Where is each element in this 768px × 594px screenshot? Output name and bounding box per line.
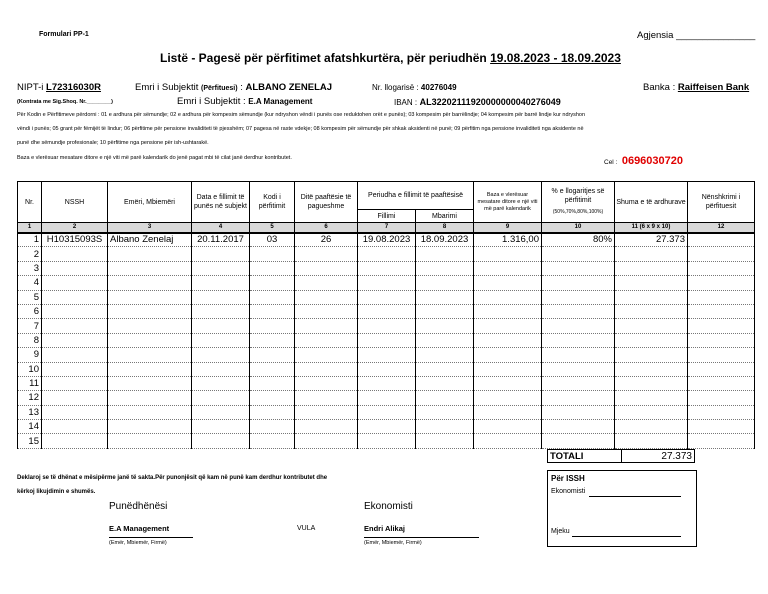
cell-pct xyxy=(542,290,615,304)
beneficiary-field: Emri i Subjektit (Përfituesi) : ALBANO ZENELAJ xyxy=(135,82,333,93)
cell-name xyxy=(108,304,192,318)
header-amount: Shuma e të ardhurave xyxy=(615,182,688,223)
column-number: 10 xyxy=(542,223,615,233)
cell-amount xyxy=(615,420,688,434)
cell-pct: 80% xyxy=(542,233,615,247)
cell-start-date xyxy=(192,420,250,434)
cell-nr: 14 xyxy=(18,420,42,434)
cell-amount xyxy=(615,304,688,318)
cell-from xyxy=(358,348,416,362)
header-name: Emëri, Mbiemëri xyxy=(108,182,192,223)
cell-name xyxy=(108,247,192,261)
column-number: 12 xyxy=(688,223,755,233)
cell-pct xyxy=(542,276,615,290)
employer-caption: (Emër, Mbiemër, Firmë) xyxy=(109,540,167,546)
cell-start-date: 20.11.2017 xyxy=(192,233,250,247)
cell-from xyxy=(358,362,416,376)
table-row xyxy=(18,434,755,448)
cell-base xyxy=(474,319,542,333)
cell-to xyxy=(416,276,474,290)
column-number: 2 xyxy=(42,223,108,233)
contract-label: (Kontrata me Sig.Shoq. Nr. xyxy=(17,99,87,105)
cell-to xyxy=(416,362,474,376)
table-row xyxy=(18,391,755,405)
cell-base xyxy=(474,348,542,362)
table-row xyxy=(18,261,755,275)
cell-base xyxy=(474,247,542,261)
table-row xyxy=(18,233,755,247)
cell-days xyxy=(295,319,358,333)
cell-days xyxy=(295,434,358,448)
cell-signature xyxy=(688,405,755,419)
cell-days xyxy=(295,405,358,419)
cell-start-date xyxy=(192,319,250,333)
cell-to xyxy=(416,333,474,347)
iban-field xyxy=(394,97,561,107)
cell-start-date xyxy=(192,405,250,419)
header-signature: Nënshkrimi i përfituesit xyxy=(688,182,755,223)
iban-label: IBAN : xyxy=(394,98,418,107)
cell-nssh xyxy=(42,376,108,390)
cell-to xyxy=(416,247,474,261)
cell-amount xyxy=(615,290,688,304)
beneficiary-label: Emri i Subjektit xyxy=(135,82,199,93)
header-pct-note: (50%,70%,80%,100%) xyxy=(552,209,604,215)
cell-amount xyxy=(615,247,688,261)
issh-economist: Ekonomisti xyxy=(551,488,586,495)
cell-nr: 6 xyxy=(18,304,42,318)
cell-from xyxy=(358,333,416,347)
account-value: 40276049 xyxy=(420,83,457,92)
agency-label: Agjensia xyxy=(637,30,674,41)
cell-to: 18.09.2023 xyxy=(416,233,474,247)
cell-signature xyxy=(688,362,755,376)
contract-field xyxy=(17,99,113,105)
header-start-date: Data e fillimit të punës në subjekt xyxy=(192,182,250,223)
cell-to xyxy=(416,434,474,448)
cell-pct xyxy=(542,304,615,318)
nipt-label: NIPT-i xyxy=(17,82,44,93)
cell-amount xyxy=(615,319,688,333)
employer-name: E.A Management xyxy=(109,524,170,533)
cell-nssh xyxy=(42,261,108,275)
cell-pct xyxy=(542,376,615,390)
cell-start-date xyxy=(192,247,250,261)
cell-nr: 1 xyxy=(18,233,42,247)
table-row xyxy=(18,420,755,434)
column-number-row xyxy=(18,223,755,233)
cell-signature xyxy=(688,376,755,390)
column-number: 8 xyxy=(416,223,474,233)
cell-amount xyxy=(615,405,688,419)
cell-pct xyxy=(542,348,615,362)
cell-start-date xyxy=(192,362,250,376)
table-row xyxy=(18,405,755,419)
cell-start-date xyxy=(192,276,250,290)
cell-to xyxy=(416,290,474,304)
codes-note-line-1: Për Kodin e Përfitimeve përdorni : 01 e ardhura për sëmundje; 02 e ardhura për kompesim sëmundje (kur ndryshon vëndi i punës ose reduktohen orët e punës); 03 kompesim për barrëlindje; 04 kompesim për barrë lindje kur ndryshon xyxy=(17,112,586,118)
base-note: Baza e vlerësuar mesatare ditore e një viti më parë kalendarik do jenë pagat mbi të cilat janë derdhur kontributet. xyxy=(17,155,292,161)
cell-from xyxy=(358,276,416,290)
cell-code xyxy=(250,376,295,390)
cell-pct xyxy=(542,247,615,261)
cell-days xyxy=(295,391,358,405)
cell-nr: 7 xyxy=(18,319,42,333)
cell-nr: 15 xyxy=(18,434,42,448)
header-days: Ditë paaftësie të pagueshme xyxy=(295,182,358,223)
cell-pct xyxy=(542,362,615,376)
cell-base xyxy=(474,434,542,448)
header-nr: Nr. xyxy=(18,182,42,223)
cell-start-date xyxy=(192,376,250,390)
cell-signature xyxy=(688,247,755,261)
cell-signature xyxy=(688,420,755,434)
table-row xyxy=(18,276,755,290)
total-label: TOTALI xyxy=(550,451,584,462)
cell-base xyxy=(474,391,542,405)
cell-code xyxy=(250,333,295,347)
cell-name xyxy=(108,276,192,290)
cell-signature xyxy=(688,333,755,347)
cell-nssh xyxy=(42,434,108,448)
cell-nssh xyxy=(42,319,108,333)
header-to: Mbarimi xyxy=(416,210,474,223)
issh-title: Për ISSH xyxy=(551,474,585,483)
cell-pct xyxy=(542,319,615,333)
cell-code xyxy=(250,319,295,333)
cell-days xyxy=(295,261,358,275)
contract-blank: ________) xyxy=(86,99,113,105)
agency-field xyxy=(637,30,755,41)
cell-nr: 13 xyxy=(18,405,42,419)
cell-code xyxy=(250,348,295,362)
declaration-line-1: Deklaroj se të dhënat e mësipërme janë të sakta.Për punonjësit që kam në punë kam derdhur kontributet dhe xyxy=(17,475,328,481)
cell-base xyxy=(474,420,542,434)
cell-code: 03 xyxy=(250,233,295,247)
nipt-field xyxy=(17,82,101,93)
cell-amount xyxy=(615,276,688,290)
codes-note-line-2: vëndi i punës; 05 grant për fëmijët të lindur; 06 përfitime për pensione invaliditeti të pjesshëm; 07 pagesa në raste vdekje; 08 kompesim për sëmundje për shkak aksidenti në punë; 09 përfitim nga pensione invaliditeti nga aksidente në xyxy=(17,126,584,132)
page-title xyxy=(160,51,621,65)
header-period: Periudha e fillimit të paaftësisë xyxy=(358,182,474,210)
cell-days xyxy=(295,276,358,290)
table-row xyxy=(18,348,755,362)
cell-amount xyxy=(615,362,688,376)
column-number: 1 xyxy=(18,223,42,233)
cell-nr: 4 xyxy=(18,276,42,290)
cell-amount xyxy=(615,391,688,405)
cell-amount xyxy=(615,261,688,275)
cell-start-date xyxy=(192,261,250,275)
account-label: Nr. llogarisë : xyxy=(372,83,419,92)
cel-label: Cel : xyxy=(604,159,618,166)
cell-from xyxy=(358,261,416,275)
cell-base xyxy=(474,362,542,376)
table-row xyxy=(18,247,755,261)
cell-pct xyxy=(542,391,615,405)
header-pct xyxy=(542,182,615,223)
cell-base xyxy=(474,261,542,275)
cell-nssh xyxy=(42,405,108,419)
subject-field xyxy=(177,96,312,107)
header-code: Kodi i përfitimit xyxy=(250,182,295,223)
cell-amount xyxy=(615,333,688,347)
cell-nssh xyxy=(42,420,108,434)
table-row xyxy=(18,319,755,333)
column-number: 5 xyxy=(250,223,295,233)
cell-code xyxy=(250,420,295,434)
stamp-label: VULA xyxy=(297,525,316,532)
cell-name xyxy=(108,362,192,376)
cell-signature xyxy=(688,261,755,275)
cell-start-date xyxy=(192,304,250,318)
beneficiary-name: ALBANO ZENELAJ xyxy=(245,82,333,93)
cell-from xyxy=(358,420,416,434)
cell-base xyxy=(474,304,542,318)
cell-to xyxy=(416,304,474,318)
cell-code xyxy=(250,276,295,290)
cell-nr: 3 xyxy=(18,261,42,275)
cell-days xyxy=(295,420,358,434)
cell-from xyxy=(358,405,416,419)
agency-blank: _______________ xyxy=(676,30,756,41)
cell-days xyxy=(295,362,358,376)
iban-value: AL32202111920000000040276049 xyxy=(419,97,561,107)
cell-code xyxy=(250,434,295,448)
economist-label: Ekonomisti xyxy=(364,501,413,512)
cell-from xyxy=(358,290,416,304)
cell-start-date xyxy=(192,434,250,448)
form-label: Formulari PP-1 xyxy=(39,31,89,38)
cell-to xyxy=(416,319,474,333)
cell-days xyxy=(295,304,358,318)
table-row xyxy=(18,290,755,304)
cell-amount xyxy=(615,348,688,362)
cell-from xyxy=(358,304,416,318)
issh-doctor: Mjeku xyxy=(551,528,570,535)
cell-name xyxy=(108,261,192,275)
column-number: 9 xyxy=(474,223,542,233)
cell-nssh xyxy=(42,304,108,318)
table-row xyxy=(18,362,755,376)
cell-days xyxy=(295,290,358,304)
cell-to xyxy=(416,391,474,405)
issh-box xyxy=(547,470,697,547)
cell-name: Albano Zenelaj xyxy=(108,233,192,247)
cell-name xyxy=(108,391,192,405)
declaration-line-2: kërkoj likujdimin e shumës. xyxy=(17,489,96,495)
cell-code xyxy=(250,304,295,318)
cell-signature xyxy=(688,290,755,304)
cell-from xyxy=(358,247,416,261)
column-number: 6 xyxy=(295,223,358,233)
header-base: Baza e vlerësuar mesatare ditore e një viti më parë kalendarik xyxy=(474,182,542,223)
cell-days xyxy=(295,333,358,347)
cell-signature xyxy=(688,304,755,318)
total-value: 27.373 xyxy=(661,451,692,462)
cell-to xyxy=(416,261,474,275)
cell-from: 19.08.2023 xyxy=(358,233,416,247)
cell-pct xyxy=(542,261,615,275)
cell-name xyxy=(108,290,192,304)
cell-to xyxy=(416,405,474,419)
cell-nssh xyxy=(42,333,108,347)
cell-to xyxy=(416,348,474,362)
cell-to xyxy=(416,376,474,390)
cell-base xyxy=(474,376,542,390)
cell-code xyxy=(250,290,295,304)
cell-from xyxy=(358,376,416,390)
cell-name xyxy=(108,333,192,347)
column-number: 3 xyxy=(108,223,192,233)
cell-name xyxy=(108,376,192,390)
cell-days xyxy=(295,376,358,390)
column-number: 11 (6 x 9 x 10) xyxy=(615,223,688,233)
cell-start-date xyxy=(192,333,250,347)
cell-base xyxy=(474,276,542,290)
beneficiary-note: (Përfituesi) xyxy=(201,85,238,92)
cell-code xyxy=(250,391,295,405)
cell-base: 1.316,00 xyxy=(474,233,542,247)
cell-nssh xyxy=(42,348,108,362)
beneficiary-table xyxy=(17,181,755,449)
table-row xyxy=(18,376,755,390)
cell-to xyxy=(416,420,474,434)
cel-field xyxy=(604,151,683,169)
cell-amount xyxy=(615,434,688,448)
nipt-value: L72316030R xyxy=(46,82,101,93)
cell-nr: 2 xyxy=(18,247,42,261)
title-prefix: Listë - Pagesë për përfitimet afatshkurtëra, për periudhën xyxy=(160,51,487,65)
cell-name xyxy=(108,319,192,333)
cell-signature xyxy=(688,319,755,333)
cell-nr: 9 xyxy=(18,348,42,362)
cell-amount: 27.373 xyxy=(615,233,688,247)
cell-nssh xyxy=(42,362,108,376)
cel-value: 0696030720 xyxy=(621,155,684,167)
cell-from xyxy=(358,319,416,333)
cell-name xyxy=(108,405,192,419)
cell-name xyxy=(108,420,192,434)
table-row xyxy=(18,304,755,318)
cell-base xyxy=(474,290,542,304)
cell-pct xyxy=(542,405,615,419)
cell-signature xyxy=(688,391,755,405)
title-period: 19.08.2023 - 18.09.2023 xyxy=(490,51,621,65)
bank-field xyxy=(643,82,749,93)
cell-signature xyxy=(688,233,755,247)
column-number: 4 xyxy=(192,223,250,233)
subject-label: Emri i Subjektit : xyxy=(177,96,246,107)
economist-name: Endri Alikaj xyxy=(364,524,405,533)
cell-days: 26 xyxy=(295,233,358,247)
subject-value: E.A Management xyxy=(248,97,313,106)
cell-code xyxy=(250,362,295,376)
header-pct-label: % e llogaritjes së përfitimit xyxy=(551,188,605,204)
cell-code xyxy=(250,247,295,261)
table-row xyxy=(18,333,755,347)
cell-days xyxy=(295,348,358,362)
cell-base xyxy=(474,333,542,347)
cell-pct xyxy=(542,434,615,448)
account-field xyxy=(372,83,457,92)
cell-nssh xyxy=(42,391,108,405)
cell-nr: 8 xyxy=(18,333,42,347)
cell-start-date xyxy=(192,348,250,362)
cell-nssh: H10315093S xyxy=(42,233,108,247)
employer-label: Punëdhënësi xyxy=(109,501,168,512)
cell-signature xyxy=(688,434,755,448)
bank-label: Banka : xyxy=(643,82,676,93)
cell-nr: 12 xyxy=(18,391,42,405)
cell-name xyxy=(108,348,192,362)
cell-start-date xyxy=(192,290,250,304)
cell-from xyxy=(358,391,416,405)
cell-code xyxy=(250,405,295,419)
column-number: 7 xyxy=(358,223,416,233)
cell-nr: 5 xyxy=(18,290,42,304)
codes-note-line-3: punë dhe sëmundje profesionale; 10 përfitime nga pensione për ish-ushtarakë. xyxy=(17,140,209,146)
cell-amount xyxy=(615,376,688,390)
cell-days xyxy=(295,247,358,261)
header-nssh: NSSH xyxy=(42,182,108,223)
cell-nssh xyxy=(42,290,108,304)
cell-base xyxy=(474,405,542,419)
cell-from xyxy=(358,434,416,448)
header-from: Fillimi xyxy=(358,210,416,223)
cell-nr: 11 xyxy=(18,376,42,390)
bank-value: Raiffeisen Bank xyxy=(677,82,750,93)
cell-signature xyxy=(688,276,755,290)
cell-nr: 10 xyxy=(18,362,42,376)
cell-code xyxy=(250,261,295,275)
cell-name xyxy=(108,434,192,448)
cell-nssh xyxy=(42,247,108,261)
cell-start-date xyxy=(192,391,250,405)
cell-signature xyxy=(688,348,755,362)
economist-caption: (Emër, Mbiemër, Firmë) xyxy=(364,540,422,546)
cell-pct xyxy=(542,333,615,347)
total-box xyxy=(547,449,695,463)
cell-nssh xyxy=(42,276,108,290)
cell-pct xyxy=(542,420,615,434)
